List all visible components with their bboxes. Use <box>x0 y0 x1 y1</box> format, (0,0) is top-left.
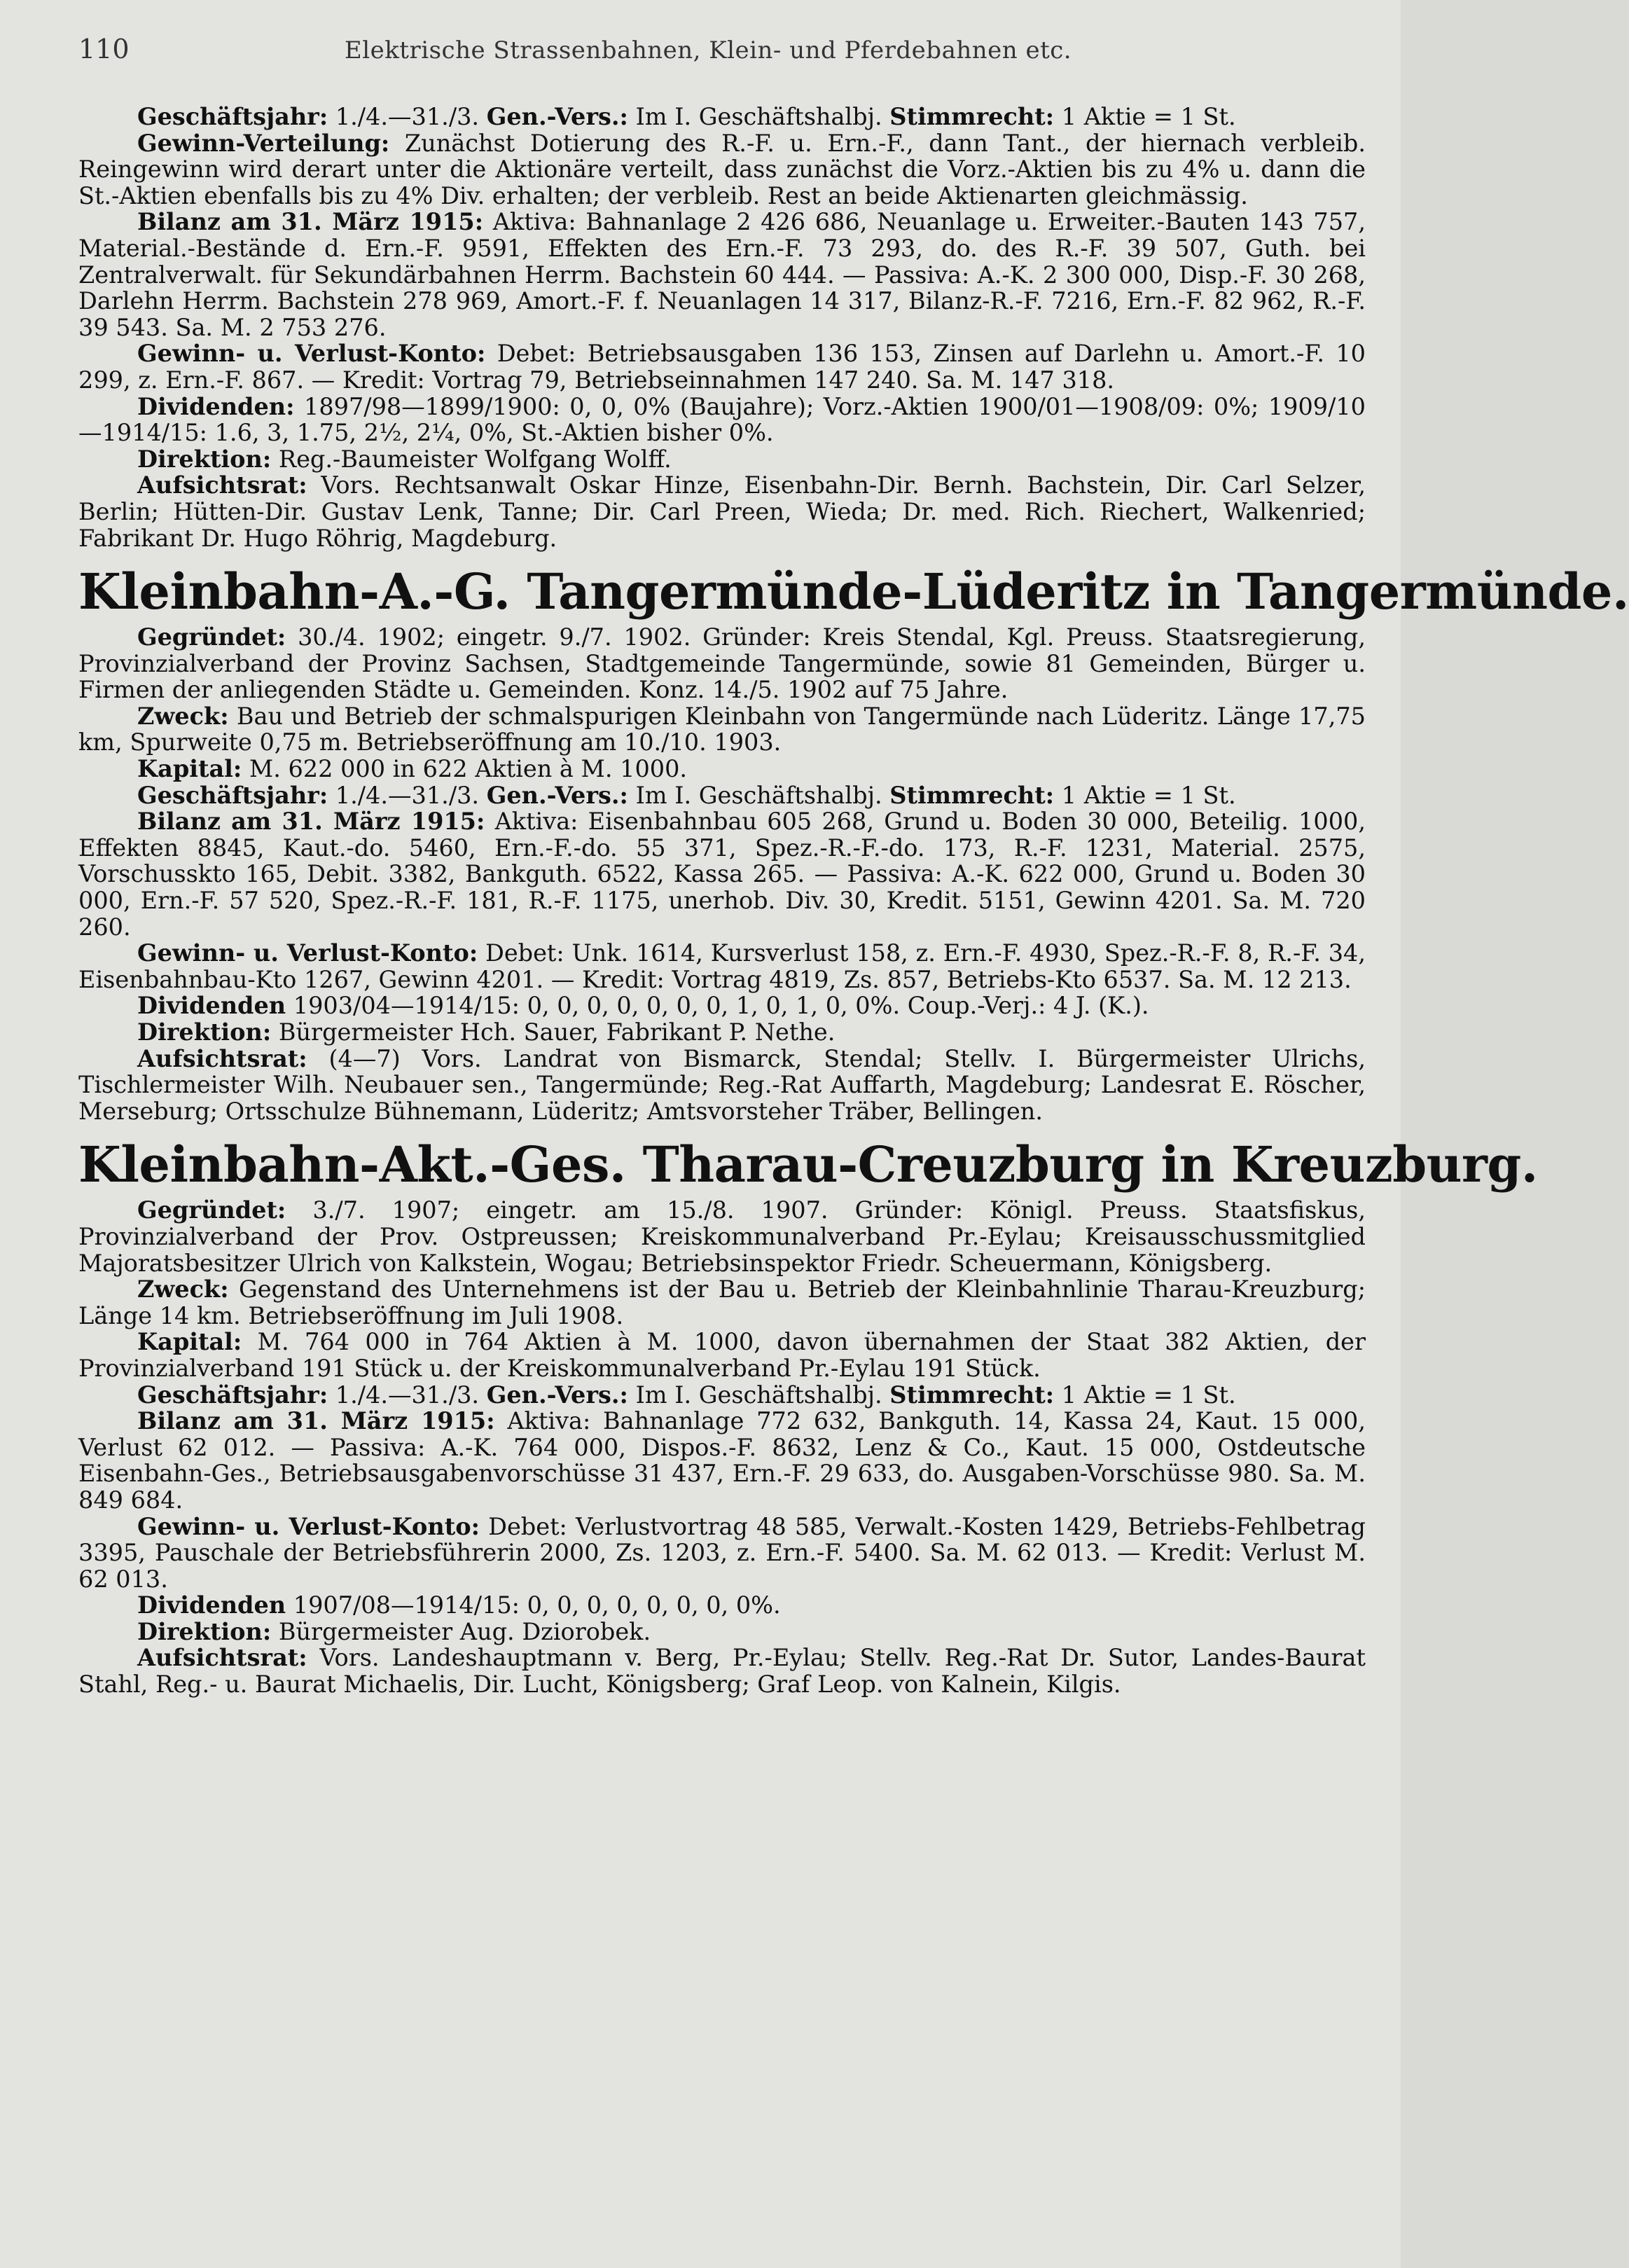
field-label: Stimmrecht: <box>889 781 1055 809</box>
running-head <box>78 36 1366 69</box>
field-label: Direktion: <box>137 1617 272 1645</box>
field-text: Bau und Betrieb der schmalspurigen Kleinbahn von Tangermünde nach Lüderitz. Länge 17,75 km, Spurweite 0,75 m. Betriebseröffnung am 10./10. 1903. <box>78 702 1366 756</box>
field-text: Im I. Geschäftshalbj. <box>628 1381 890 1409</box>
field-text: 1907/08—1914/15: 0, 0, 0, 0, 0, 0, 0, 0%. <box>286 1591 781 1619</box>
field-text: Debet: Verlustvortrag 48 585, Verwalt.-Kosten 1429, Betriebs-Fehlbetrag 3395, Pauschale der Betriebsführerin 2000, Zs. 1203, z. Ern.-F. 5400. Sa. M. 62 013. — Kredit: Verlust M. 62 013. <box>78 1512 1366 1593</box>
field-text: Gegenstand des Unternehmens ist der Bau u. Betrieb der Kleinbahnlinie Tharau-Kreuzburg; Länge 14 km. Betriebseröffnung im Juli 1908. <box>78 1275 1366 1329</box>
field-text: Aktiva: Bahnanlage 2 426 686, Neuanlage u. Erweiter.-Bauten 143 757, Material.-Bestände d. Ern.-F. 9591, Effekten des Ern.-F. 73 293, do. des R.-F. 39 507, Guth. bei Zentralverwalt. für Sekundärbahnen Herrm. Bachstein 60 444. — Passiva: A.-K. 2 300 000, Disp.-F. 30 268, Darlehn Herrm. Bachstein 278 969, Amort.-F. f. Neuanlagen 14 317, Bilanz-R.-F. 7216, Ern.-F. 82 962, R.-F. 39 543. Sa. M. 2 753 276. <box>78 208 1366 341</box>
field-text: M. 764 000 in 764 Aktien à M. 1000, davon übernahmen der Staat 382 Aktien, der Provinzialverband 191 Stück u. der Kreiskommunalverband Pr.-Eylau 191 Stück. <box>78 1328 1366 1382</box>
field-text: 1 Aktie = 1 St. <box>1054 103 1236 130</box>
running-title: Elektrische Strassenbahnen, Klein- und Pferdebahnen etc. <box>344 36 1072 64</box>
field-label: Gewinn-Verteilung: <box>137 129 390 157</box>
field-text: 1897/98—1899/1900: 0, 0, 0% (Baujahre); Vorz.-Aktien 1900/01—1908/09: 0%; 1909/10—1914/15: 1.6, 3, 1.75, 2½, 2¼, 0%, St.-Aktien bisher 0%. <box>78 392 1366 447</box>
field-text: Vors. Landeshauptmann v. Berg, Pr.-Eylau; Stellv. Reg.-Rat Dr. Sutor, Landes-Baurat Stahl, Reg.- u. Baurat Michaelis, Dir. Lucht, Königsberg; Graf Leop. von Kalnein, Kilgis. <box>78 1644 1366 1699</box>
field-label: Gewinn- u. Verlust-Konto: <box>137 939 478 967</box>
field-label: Bilanz am 31. März 1915: <box>137 208 484 236</box>
entry-paragraph <box>78 1019 1366 1046</box>
field-text: 1903/04—1914/15: 0, 0, 0, 0, 0, 0, 0, 1, 0, 1, 0, 0%. Coup.-Verj.: 4 J. (K.). <box>286 992 1149 1020</box>
field-label: Kapital: <box>137 755 242 783</box>
field-label: Aufsichtsrat: <box>137 1044 307 1072</box>
entry-paragraph <box>78 209 1366 340</box>
field-text: 1 Aktie = 1 St. <box>1054 781 1236 809</box>
field-label: Zweck: <box>137 702 229 730</box>
field-label: Aufsichtsrat: <box>137 1644 307 1672</box>
entry-paragraph <box>78 1514 1366 1593</box>
field-text: M. 622 000 in 622 Aktien à M. 1000. <box>242 755 688 783</box>
page-number: 110 <box>78 34 130 64</box>
field-label: Bilanz am 31. März 1915: <box>137 1407 495 1435</box>
field-label: Geschäftsjahr: <box>137 1381 328 1409</box>
entry-paragraph <box>78 940 1366 993</box>
page-content <box>78 103 1629 1699</box>
field-text: 1./4.—31./3. <box>328 1381 487 1409</box>
field-label: Kapital: <box>137 1328 242 1356</box>
company-section <box>78 562 1629 1125</box>
field-text: 30./4. 1902; eingetr. 9./7. 1902. Gründer: Kreis Stendal, Kgl. Preuss. Staatsregierung, Provinzialverband der Provinz Sachsen, Stadtgemeinde Tangermünde, sowie 81 Gemeinden, Bürger u. Firmen der anliegenden Städte u. Gemeinden. Konz. 14./5. 1902 auf 75 Jahre. <box>78 623 1366 704</box>
entry-paragraph <box>78 1329 1366 1381</box>
field-text: (4—7) Vors. Landrat von Bismarck, Stendal; Stellv. I. Bürgermeister Ulrichs, Tischlermeister Wilh. Neubauer sen., Tangermünde; Reg.-Rat Auffarth, Magdeburg; Landesrat E. Röscher, Merseburg; Ortsschulze Bühnemann, Lüderitz; Amtsvorsteher Träber, Bellingen. <box>78 1044 1366 1125</box>
field-label: Aufsichtsrat: <box>137 471 307 499</box>
company-title: Kleinbahn-Akt.-Ges. Tharau-Creuzburg in Kreuzburg. <box>78 1135 1538 1194</box>
entry-paragraph <box>78 756 1366 782</box>
entry-paragraph <box>78 624 1366 703</box>
field-label: Dividenden: <box>137 392 295 420</box>
entry-paragraph <box>78 446 1366 473</box>
entry-paragraph <box>78 104 1366 130</box>
field-label: Gen.-Vers.: <box>486 1381 628 1409</box>
entry-paragraph <box>78 993 1366 1019</box>
field-text: 3./7. 1907; eingetr. am 15./8. 1907. Gründer: Königl. Preuss. Staatsfiskus, Provinzialverband der Prov. Ostpreussen; Kreiskommunalverband Pr.-Eylau; Kreisausschussmitglied Majoratsbesitzer Ulrich von Kalkstein, Wogau; Betriebsinspektor Friedr. Scheuermann, Königsberg. <box>78 1196 1366 1277</box>
field-text: Bürgermeister Hch. Sauer, Fabrikant P. Nethe. <box>271 1018 836 1046</box>
entry-paragraph <box>78 472 1366 551</box>
entry-paragraph <box>78 1592 1366 1619</box>
field-label: Geschäftsjahr: <box>137 781 328 809</box>
field-text: Zunächst Dotierung des R.-F. u. Ern.-F., dann Tant., der hiernach verbleib. Reingewinn wird derart unter die Aktionäre verteilt, dass zunächst die Vorz.-Aktien bis zu 4% u. dann die St.-Aktien ebenfalls bis zu 4% Div. erhalten; der verbleib. Rest an beide Aktienarten gleichmässig. <box>78 129 1366 209</box>
entry-paragraph <box>78 1408 1366 1513</box>
field-text: Reg.-Baumeister Wolfgang Wolff. <box>271 445 672 473</box>
field-label: Geschäftsjahr: <box>137 103 328 130</box>
company-title: Kleinbahn-A.-G. Tangermünde-Lüderitz in Tangermünde. <box>78 562 1629 621</box>
entry-paragraph <box>78 394 1366 446</box>
field-label: Direktion: <box>137 1018 272 1046</box>
entry-paragraph <box>78 782 1366 809</box>
field-label: Gewinn- u. Verlust-Konto: <box>137 340 486 368</box>
field-label: Gewinn- u. Verlust-Konto: <box>137 1512 480 1540</box>
field-label: Dividenden <box>137 992 286 1020</box>
company-section <box>78 104 1366 551</box>
field-label: Gen.-Vers.: <box>486 103 628 130</box>
field-label: Gen.-Vers.: <box>486 781 628 809</box>
entry-paragraph <box>78 1197 1366 1276</box>
field-text: Aktiva: Eisenbahnbau 605 268, Grund u. Boden 30 000, Beteilig. 1000, Effekten 8845, Kaut.-do. 5460, Ern.-F.-do. 55 371, Spez.-R.-F.-do. 173, R.-F. 1231, Material. 2575, Vorschusskto 165, Debit. 3382, Bankguth. 6522, Kassa 265. — Passiva: A.-K. 622 000, Grund u. Boden 30 000, Ern.-F. 57 520, Spez.-R.-F. 181, R.-F. 1175, unerhob. Div. 30, Kredit. 5151, Gewinn 4201. Sa. M. 720 260. <box>78 808 1366 941</box>
entry-paragraph <box>78 1046 1366 1125</box>
field-label: Stimmrecht: <box>889 103 1055 130</box>
entry-paragraph <box>78 340 1366 393</box>
company-section <box>78 1135 1538 1699</box>
field-label: Stimmrecht: <box>889 1381 1055 1409</box>
entry-paragraph <box>78 1276 1366 1329</box>
field-text: Im I. Geschäftshalbj. <box>628 781 890 809</box>
entry-paragraph <box>78 1619 1366 1645</box>
field-text: Debet: Unk. 1614, Kursverlust 158, z. Ern.-F. 4930, Spez.-R.-F. 8, R.-F. 34, Eisenbahnbau-Kto 1267, Gewinn 4201. — Kredit: Vortrag 4819, Zs. 857, Betriebs-Kto 6537. Sa. M. 12 213. <box>78 939 1366 993</box>
entry-paragraph <box>78 703 1366 756</box>
field-label: Direktion: <box>137 445 272 473</box>
field-label: Gegründet: <box>137 1196 286 1224</box>
entry-paragraph <box>78 808 1366 940</box>
entry-paragraph <box>78 1645 1366 1697</box>
field-text: Bürgermeister Aug. Dziorobek. <box>271 1617 651 1645</box>
field-text: Im I. Geschäftshalbj. <box>628 103 890 130</box>
field-text: Aktiva: Bahnanlage 772 632, Bankguth. 14, Kassa 24, Kaut. 15 000, Verlust 62 012. — Passiva: A.-K. 764 000, Dispos.-F. 8632, Lenz & Co., Kaut. 15 000, Ostdeutsche Eisenbahn-Ges., Betriebsausgabenvorschüsse 31 437, Ern.-F. 29 633, do. Ausgaben-Vorschüsse 980. Sa. M. 849 684. <box>78 1407 1366 1514</box>
field-label: Zweck: <box>137 1275 229 1304</box>
entry-paragraph <box>78 1382 1366 1409</box>
field-text: 1 Aktie = 1 St. <box>1054 1381 1236 1409</box>
field-text: 1./4.—31./3. <box>328 781 487 809</box>
field-label: Dividenden <box>137 1591 286 1619</box>
field-label: Bilanz am 31. März 1915: <box>137 808 485 836</box>
field-text: Vors. Rechtsanwalt Oskar Hinze, Eisenbahn-Dir. Bernh. Bachstein, Dir. Carl Selzer, Berlin; Hütten-Dir. Gustav Lenk, Tanne; Dir. Carl Preen, Wieda; Dr. med. Rich. Riechert, Walkenried; Fabrikant Dr. Hugo Röhrig, Magdeburg. <box>78 471 1366 552</box>
entry-paragraph <box>78 130 1366 209</box>
field-text: 1./4.—31./3. <box>328 103 487 130</box>
field-text: Debet: Betriebsausgaben 136 153, Zinsen auf Darlehn u. Amort.-F. 10 299, z. Ern.-F. 867. — Kredit: Vortrag 79, Betriebseinnahmen 147 240. Sa. M. 147 318. <box>78 340 1366 394</box>
field-label: Gegründet: <box>137 623 286 651</box>
